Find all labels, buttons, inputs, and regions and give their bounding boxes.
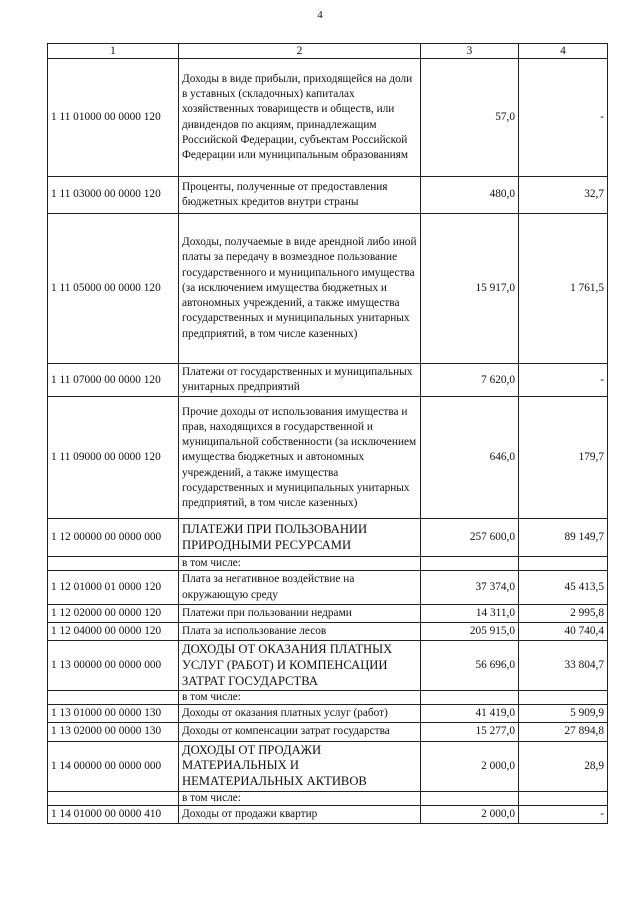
planned-amount: 41 419,0: [421, 705, 519, 723]
budget-code: 1 12 02000 00 0000 120: [48, 604, 179, 622]
column-number: 4: [519, 44, 608, 59]
actual-amount: 28,9: [519, 741, 608, 791]
actual-amount: 45 413,5: [519, 571, 608, 604]
amount-cell: [421, 557, 519, 571]
actual-amount: -: [519, 805, 608, 823]
column-number: 1: [48, 44, 179, 59]
table-row: [48, 397, 608, 519]
subtotal-label: в том числе:: [179, 791, 421, 805]
planned-amount: 56 696,0: [421, 641, 519, 691]
budget-code: 1 11 03000 00 0000 120: [48, 177, 179, 214]
code-cell: [48, 557, 179, 571]
budget-code: 1 14 01000 00 0000 410: [48, 805, 179, 823]
table-row: [48, 214, 608, 364]
revenue-description: ПЛАТЕЖИ ПРИ ПОЛЬЗОВАНИИ ПРИРОДНЫМИ РЕСУРСАМИ: [179, 519, 421, 557]
section-row: [48, 519, 608, 557]
budget-code: 1 12 04000 00 0000 120: [48, 623, 179, 641]
budget-code: 1 11 07000 00 0000 120: [48, 364, 179, 397]
budget-code: 1 14 00000 00 0000 000: [48, 741, 179, 791]
revenue-table-body: [48, 44, 608, 824]
table-row: [48, 364, 608, 397]
planned-amount: 2 000,0: [421, 741, 519, 791]
actual-amount: 1 761,5: [519, 214, 608, 364]
subtotal-label-row: [48, 557, 608, 571]
revenue-table: [47, 43, 608, 824]
revenue-description: Плата за использование лесов: [179, 623, 421, 641]
code-cell: [48, 791, 179, 805]
planned-amount: 480,0: [421, 177, 519, 214]
table-row: [48, 805, 608, 823]
subtotal-label: в том числе:: [179, 557, 421, 571]
table-row: [48, 571, 608, 604]
revenue-description: ДОХОДЫ ОТ ПРОДАЖИ МАТЕРИАЛЬНЫХ И НЕМАТЕРИАЛЬНЫХ АКТИВОВ: [179, 741, 421, 791]
planned-amount: 2 000,0: [421, 805, 519, 823]
table-row: [48, 623, 608, 641]
planned-amount: 37 374,0: [421, 571, 519, 604]
section-row: [48, 741, 608, 791]
column-number-row: [48, 44, 608, 59]
planned-amount: 57,0: [421, 59, 519, 177]
revenue-description: Плата за негативное воздействие на окружающую среду: [179, 571, 421, 604]
subtotal-label-row: [48, 791, 608, 805]
section-row: [48, 641, 608, 691]
subtotal-label: в том числе:: [179, 691, 421, 705]
amount-cell: [519, 691, 608, 705]
amount-cell: [519, 557, 608, 571]
planned-amount: 15 917,0: [421, 214, 519, 364]
actual-amount: 27 894,8: [519, 723, 608, 741]
amount-cell: [519, 791, 608, 805]
budget-code: 1 13 02000 00 0000 130: [48, 723, 179, 741]
revenue-description: Доходы, получаемые в виде арендной либо иной платы за передачу в возмездное пользование государственного и муниципального имущества (за исключением имущества бюджетных и автономных учреждений, а также имущества государственных и муниципальных унитарных предприятий, в том числе казенных): [179, 214, 421, 364]
actual-amount: 89 149,7: [519, 519, 608, 557]
budget-code: 1 13 01000 00 0000 130: [48, 705, 179, 723]
budget-code: 1 13 00000 00 0000 000: [48, 641, 179, 691]
column-number: 2: [179, 44, 421, 59]
planned-amount: 205 915,0: [421, 623, 519, 641]
revenue-description: Прочие доходы от использования имущества и прав, находящихся в государственной и муниципальной собственности (за исключением имущества бюджетных и автономных учреждений, а также имущества государственных и муниципальных унитарных предприятий, в том числе казенных): [179, 397, 421, 519]
actual-amount: 32,7: [519, 177, 608, 214]
budget-code: 1 12 01000 01 0000 120: [48, 571, 179, 604]
revenue-description: ДОХОДЫ ОТ ОКАЗАНИЯ ПЛАТНЫХ УСЛУГ (РАБОТ) И КОМПЕНСАЦИИ ЗАТРАТ ГОСУДАРСТВА: [179, 641, 421, 691]
actual-amount: 33 804,7: [519, 641, 608, 691]
planned-amount: 7 620,0: [421, 364, 519, 397]
table-row: [48, 723, 608, 741]
revenue-description: Доходы от компенсации затрат государства: [179, 723, 421, 741]
table-row: [48, 59, 608, 177]
budget-code: 1 11 09000 00 0000 120: [48, 397, 179, 519]
code-cell: [48, 691, 179, 705]
page-number: 4: [317, 9, 323, 21]
revenue-description: Платежи от государственных и муниципальных унитарных предприятий: [179, 364, 421, 397]
planned-amount: 257 600,0: [421, 519, 519, 557]
revenue-description: Доходы в виде прибыли, приходящейся на доли в уставных (складочных) капиталах хозяйственных товариществ и обществ, или дивидендов по акциям, принадлежащим Российской Федерации, субъектам Российской Федерации или муниципальным образованиям: [179, 59, 421, 177]
budget-code: 1 11 05000 00 0000 120: [48, 214, 179, 364]
column-number: 3: [421, 44, 519, 59]
planned-amount: 646,0: [421, 397, 519, 519]
actual-amount: 179,7: [519, 397, 608, 519]
amount-cell: [421, 691, 519, 705]
table-row: [48, 604, 608, 622]
budget-code: 1 11 01000 00 0000 120: [48, 59, 179, 177]
subtotal-label-row: [48, 691, 608, 705]
actual-amount: -: [519, 59, 608, 177]
table-row: [48, 705, 608, 723]
table-row: [48, 177, 608, 214]
actual-amount: 5 909,9: [519, 705, 608, 723]
revenue-description: Проценты, полученные от предоставления бюджетных кредитов внутри страны: [179, 177, 421, 214]
planned-amount: 14 311,0: [421, 604, 519, 622]
actual-amount: 40 740,4: [519, 623, 608, 641]
revenue-description: Доходы от продажи квартир: [179, 805, 421, 823]
actual-amount: -: [519, 364, 608, 397]
budget-code: 1 12 00000 00 0000 000: [48, 519, 179, 557]
actual-amount: 2 995,8: [519, 604, 608, 622]
revenue-description: Платежи при пользовании недрами: [179, 604, 421, 622]
amount-cell: [421, 791, 519, 805]
planned-amount: 15 277,0: [421, 723, 519, 741]
revenue-description: Доходы от оказания платных услуг (работ): [179, 705, 421, 723]
